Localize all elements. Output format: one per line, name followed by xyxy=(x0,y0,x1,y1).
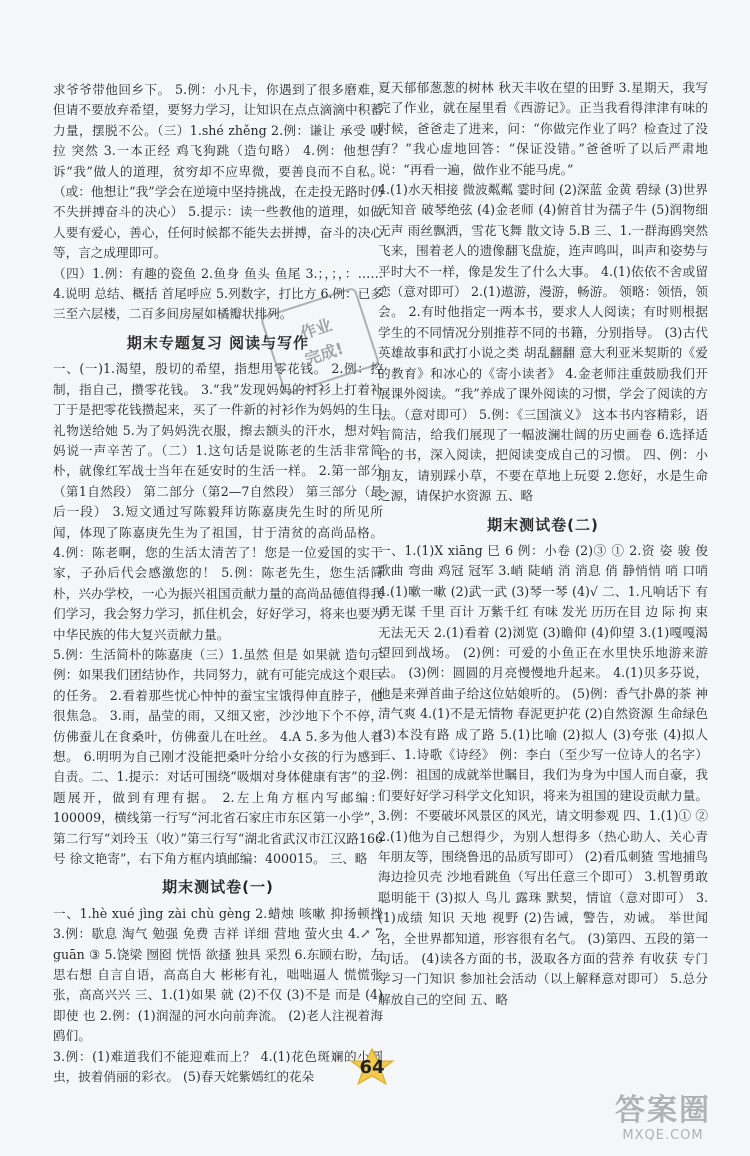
stamp-line-2: 完成! xyxy=(302,338,346,369)
answer-paragraph: 一、1.hè xué jìng zài chù gèng 2.蜡烛 咳嗽 抑扬顿挫 3.例：歇息 淘气 勉强 免费 吉祥 详细 营地 萤火虫 4.↗ 7 guān ③ 5.饶梁 囫囵 恍悟 欲搔 独具 采烈 6.东顾右盼，左思右想 自言自语，高高自大 彬彬有礼，咄咄逼人 慌慌张张，高高兴兴 三、1.(1)如果 就 (2)不仅 (3)不是 而是 (4)即使 也 2.例：(1)润湿的河水向前奔流。 (2)老人注视着海鸥们。 xyxy=(53,905,383,1044)
stamp-line-1: 作业 xyxy=(297,315,335,344)
answer-paragraph: 夏天郁郁葱葱的树林 秋天丰收在望的田野 3.星期天，我写完了作业，就在屋里看《西游记》。正当我看得津津有味的时候，爸爸走了进来，问：“你做完作业了吗？检查过了没有？”我心虚地回答：“保证没错。”爸爸听了以后严肃地说：“再看一遍，做作业不能马虎。” xyxy=(378,80,708,177)
answer-paragraph: 5.例：生活简朴的陈嘉庚（三）1.虽然 但是 如果就 造句示例：如果我们团结协作，共同努力，就有可能完成这个艰巨的任务。 2.看着那些忧心忡忡的蚕宝宝饿得伸直脖子，他很焦急。 3.雨，晶莹的雨，又细又密，沙沙地下个不停，仿佛蚕儿在食桑叶，仿佛蚕儿在吐丝。 4.A 5.多为他人着想。 6.明明为自己刚才没能把桑叶分给小女孩的行为感到自责。二、1.提示：对话可围绕“吸烟对身体健康有害”的主题展开，做到有理有据。 2.左上角方框内写邮编：100009，横线第一行写“河北省石家庄市东区第一小学”，第二行写“刘玲玉（收）”第三行写“湖北省武汉市江汉路166号 徐文艳寄”，右下角方框内填邮编：400015。 三、略 xyxy=(53,646,383,867)
page-number-badge xyxy=(346,1048,398,1086)
watermark-url: MXQE.COM xyxy=(622,1128,704,1143)
left-column xyxy=(53,80,383,1088)
watermark-logo: 答案圈 xyxy=(615,1093,711,1128)
answer-paragraph: 一、1.(1)X xiāng 巳 6 例：小卷 (2)③ ① 2.资 姿 骏 俊 歌曲 弯曲 鸡冠 冠军 3.峭 陡峭 消 消息 俏 静悄悄 哨 口哨 4.(1)嗽一嗽 (2)武一武 (3)琴一琴 (4)√ 二、1.凡响话下 有勇无谋 千里 百计 万紫千红 有味 发光 历历在目 边 际 拘 束 无法无天 2.(1)看着 (2)浏览 (3)瞻仰 (4)仰望 3.(1)嘎嘎渴望回到战场。 (2)例：可爱的小鱼正在水里快乐地游来游去。 (3)例：圆圆的月亮慢慢地升起来。 4.(1)贝多芬说，他是来弹首曲子给这位姑娘听的。 (5)例：香气扑鼻的茶 神清气爽 4.(1)不是无情物 春泥更护花 (2)自然资源 生命绿色 (3)本没有路 成了路 5.(1)比喻 (2)拟人 (3)夸张 (4)拟人 三、1.诗歌《诗经》 例：李白（至少写一位诗人的名字） 2.例：祖国的成就举世瞩目，我们为身为中国人而自豪，我们要好好学习科学文化知识，将来为祖国的建设贡献力量。 3.例：不要破坏风景区的风光，请文明参观 四、1.(1)① ② 2.(1)他为自己想得少，为别人想得多（热心助人、关心青年朋友等，围绕鲁迅的品质写即可） (2)看瓜刺猹 雪地捕鸟 海边捡贝壳 沙地看跳鱼（写出任意三个即可） 3.机智勇敢聪明能干 (3)拟人 鸟儿 露珠 默契，情谊（意对即可） 3.(1)成绩 知识 天地 视野 (2)告诫，警告，劝诫。 举世闻名，全世界都知道，形容很有名气。 (3)第四、五段的第一句话。 (4)读各方面的书，汲取各方面的营养 有收获 专门学习一门知识 参加社会活动（以上解释意对即可） 5.总分 解放自己的空间 五、略 xyxy=(378,542,708,1007)
site-watermark xyxy=(588,1094,738,1146)
section-heading: 期末专题复习 阅读与写作 xyxy=(126,333,310,352)
page-number: 64 xyxy=(359,1057,385,1078)
answer-paragraph: （四）1.例：有趣的瓷鱼 2.鱼身 鱼头 鱼尾 3.；，；，：…… 4.说明 总结、概括 首尾呼应 5.列数字，打比方 6.例：已多三至六层楼，二百多间房屋如橘瓣状排列。 xyxy=(53,265,383,322)
answer-paragraph: 求爷爷带他回乡下。 5.例：小凡卡，你遇到了很多磨难，但请不要放弃希望，要努力学习，让知识在点点滴滴中积蓄力量，摆脱不公。（三）1.shé zhěng 2.例：谦让 承受 吸拉 突然 3.一本正经 鸡飞狗跳（造句略） 4.例：他想告诉“我”做人的道理，贫穷却不应卑微，要善良而不自私。（或：他想让“我”学会在逆境中坚持挑战，在走投无路时仍不失拼搏奋斗的决心） 5.提示：读一些教他的道理，如做人要有爱心，善心，任何时候都不能失去拼搏，奋斗的决心等，言之成理即可。 xyxy=(53,82,383,261)
answer-paragraph: 一、(一)1.渴望，殷切的希望，指想用零花钱。 2.例：控制，指自己，攒零花钱。 3.“我”发现妈妈的衬衫上打着补丁于是把零花钱攒起来，买了一件新的衬衫作为妈妈的生日礼物送给她 5.为了妈妈洗衣服，擦去额头的汗水，想对妈妈说一声辛苦了。（二）1.这句话是说陈老的生活非常简朴，就像红军战士当年在延安时的生活一样。 2.第一部分（第1自然段） 第二部分（第2—7自然段） 第三部分（最后一段） 3.短文通过写陈毅拜访陈嘉庚先生时的所见所闻，体现了陈嘉庚先生为了祖国，甘于清贫的高尚品格。 4.例：陈老啊，您的生活太清苦了！您是一位爱国的实干家，子孙后代会感激您的！ 5.例：陈老先生，您生活简朴，兴办学校，一心为振兴祖国贡献力量的高尚品德值得我们学习，我会努力学习，抓住机会，好好学习，将来也要为中华民族的伟大复兴贡献力量。 xyxy=(53,361,383,642)
answer-paragraph: 3.例：(1)难道我们不能迎难而上？ 4.(1)花色斑斓的小圆虫，披着俏丽的彩衣。 (5)春天姹紫嫣红的花朵 xyxy=(53,1048,383,1085)
section-heading: 期末测试卷(一) xyxy=(162,878,274,897)
section-heading: 期末测试卷(二) xyxy=(487,515,599,534)
right-column xyxy=(378,78,708,1010)
answer-paragraph: 4.(1)水天相接 微波粼粼 霎时间 (2)深蓝 金黄 碧绿 (3)世界无知音 破琴绝弦 (4)金老师 (4)俯首甘为孺子牛 (5)润物细无声 雨丝飘洒，雪花飞舞 散文诗 5.B 三、1.一群海鸥突然飞来，围着老人的遗像翻飞盘旋，连声鸣叫，叫声和姿势与平时大不一样，像是发生了什么大事。 4.(1)依依不舍或留恋（意对即可） 2.(1)遨游，漫游，畅游。 领略：领悟，领会。 2.有时他指定一两本书，要求人人阅读；有时则根据学生的不同情况分别推荐不同的书籍，分别指导。 (3)古代英雄故事和武打小说之类 胡乱翻翻 意大利亚米契斯的《爱的教育》和冰心的《寄小读者》 4.金老师注重鼓励我们开展课外阅读。“我”养成了课外阅读的习惯，学会了阅读的方法。（意对即可） 5.例：《三国演义》 这本书内容精彩，语言简洁，给我们展现了一幅波澜壮阔的历史画卷 6.选择适合的书，深入阅读，把阅读变成自己的习惯。 四、例：小朋友，请别踩小草，不要在草地上玩耍 2.您好，水是生命之源，请保护水资源 五、略 xyxy=(378,182,708,504)
